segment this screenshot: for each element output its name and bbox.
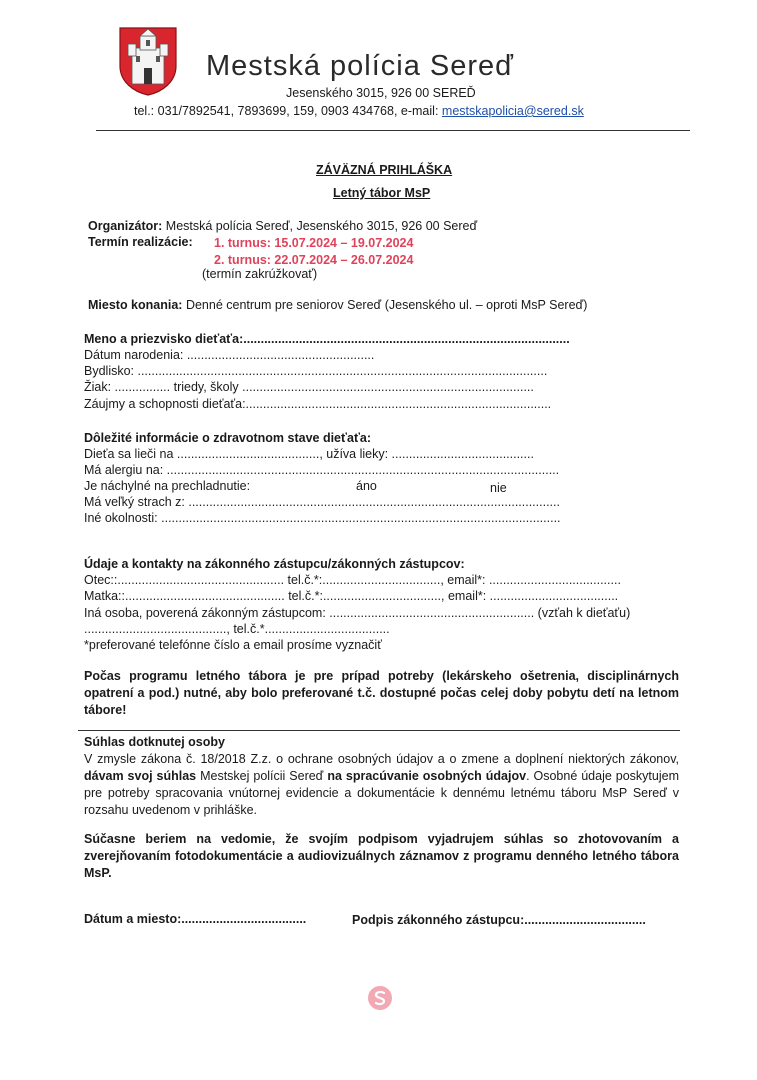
guardian-pref-note: *preferované telefónne číslo a email prosíme vyznačiť xyxy=(84,638,382,652)
consent-text-a: V zmysle zákona č. 18/2018 Z.z. o ochrane osobných údajov a o zmene a doplnení niektorých zákonov, xyxy=(84,752,679,766)
guardian-other-field[interactable]: Iná osoba, poverená zákonným zástupcom: ........................................................... (vzťah k dieťaťu) xyxy=(84,606,631,620)
city-crest-icon xyxy=(118,26,178,96)
child-address-field[interactable]: Bydlisko: ...................................................................................................................... xyxy=(84,364,548,378)
venue-line xyxy=(88,298,587,312)
guardian-other-tel-field[interactable]: ........................................., tel.č.*.................................... xyxy=(84,622,390,636)
turnus-2: 2. turnus: 22.07.2024 – 26.07.2024 xyxy=(214,253,414,267)
org-address: Jesenského 3015, 926 00 SEREĎ xyxy=(286,86,476,100)
consent-heading: Súhlas dotknutej osoby xyxy=(84,735,225,749)
child-name-text: Meno a priezvisko dieťaťa:.............................................................................................. xyxy=(84,332,570,346)
important-notice: Počas programu letného tábora je pre prípad potreby (lekárskeho ošetrenia, disciplinárnych opatrení a pod.) nutné, aby bolo preferované t.č. dostupné počas celej doby pobytu detí na letnom tábore! xyxy=(84,669,679,717)
child-school-field[interactable]: Žiak: ................ triedy, školy .................................................................................... xyxy=(84,380,534,394)
health-cold-no[interactable]: nie xyxy=(490,481,507,495)
child-name-field[interactable] xyxy=(84,332,570,346)
consent-text xyxy=(84,751,679,819)
guardian-heading: Údaje a kontakty na zákonného zástupcu/zákonných zástupcov: xyxy=(84,557,465,571)
health-fear-field[interactable]: Má veľký strach z: ........................................................................................................... xyxy=(84,495,560,509)
health-treated-field[interactable]: Dieťa sa lieči na ........................................., užíva lieky: ......................................... xyxy=(84,447,534,461)
health-heading: Dôležité informácie o zdravotnom stave dieťaťa: xyxy=(84,431,372,445)
footer-logo-icon xyxy=(367,985,393,1011)
child-interests-field[interactable]: Záujmy a schopnosti dieťaťa:........................................................................................ xyxy=(84,397,552,411)
child-dob-field[interactable]: Dátum narodenia: ...................................................... xyxy=(84,348,375,362)
contact-phones: tel.: 031/7892541, 7893699, 159, 0903 434768, e-mail: xyxy=(134,104,439,118)
consent-text-c: Mestskej polícii Sereď xyxy=(196,769,328,783)
venue-label: Miesto konania: xyxy=(88,298,183,312)
guardian-signature-field[interactable]: Podpis zákonného zástupcu:................................... xyxy=(352,913,646,927)
consent-text-d: na spracúvanie osobných údajov xyxy=(327,769,527,783)
term-label: Termín realizácie: xyxy=(88,235,193,249)
organizer-label: Organizátor: xyxy=(88,219,163,233)
guardian-mother-field[interactable]: Matka::.............................................. tel.č.*:.................................., email*: ..................................... xyxy=(84,589,619,603)
organizer-line xyxy=(88,219,477,233)
health-cold-yes[interactable]: áno xyxy=(356,479,377,493)
consent-text-b: dávam svoj súhlas xyxy=(84,769,197,783)
document-title: ZÁVÄZNÁ PRIHLÁŠKA xyxy=(316,163,453,177)
header-divider xyxy=(96,130,690,131)
term-note: (termín zakrúžkovať) xyxy=(202,267,318,281)
health-other-field[interactable]: Iné okolnosti: ................................................................................................................... xyxy=(84,511,561,525)
photo-consent: Súčasne beriem na vedomie, že svojím podpisom vyjadrujem súhlas so zhotovovaním a zverejňovaním fotodokumentácie a audiovizuálnych záznamov z programu denného letného tábora MsP. xyxy=(84,832,679,880)
section-divider xyxy=(78,730,680,731)
document-subtitle: Letný tábor MsP xyxy=(333,186,431,200)
org-contact xyxy=(134,104,584,118)
date-place-field[interactable]: Dátum a miesto:.................................... xyxy=(84,912,307,926)
email-link[interactable]: mestskapolicia@sered.sk xyxy=(441,104,584,118)
health-allergy-field[interactable]: Má alergiu na: ................................................................................................................. xyxy=(84,463,560,477)
organizer-value: Mestská polícia Sereď, Jesenského 3015, 926 00 Sereď xyxy=(165,219,478,233)
venue-value: Denné centrum pre seniorov Sereď (Jesenského ul. – oproti MsP Sereď) xyxy=(185,298,588,312)
org-name: Mestská polícia Sereď xyxy=(206,50,514,82)
consent-text-e: . Osobné údaje poskytujem pre potreby spracovania vnútornej evidencie a dokumentácie k dennému letnému táboru MsP Sereď v rozsahu uvedenom v prihláške. xyxy=(84,769,679,817)
health-cold-label: Je náchylné na prechladnutie: xyxy=(84,479,251,493)
guardian-father-field[interactable]: Otec::................................................ tel.č.*:.................................., email*: ...................................... xyxy=(84,573,621,587)
turnus-1: 1. turnus: 15.07.2024 – 19.07.2024 xyxy=(214,236,414,250)
